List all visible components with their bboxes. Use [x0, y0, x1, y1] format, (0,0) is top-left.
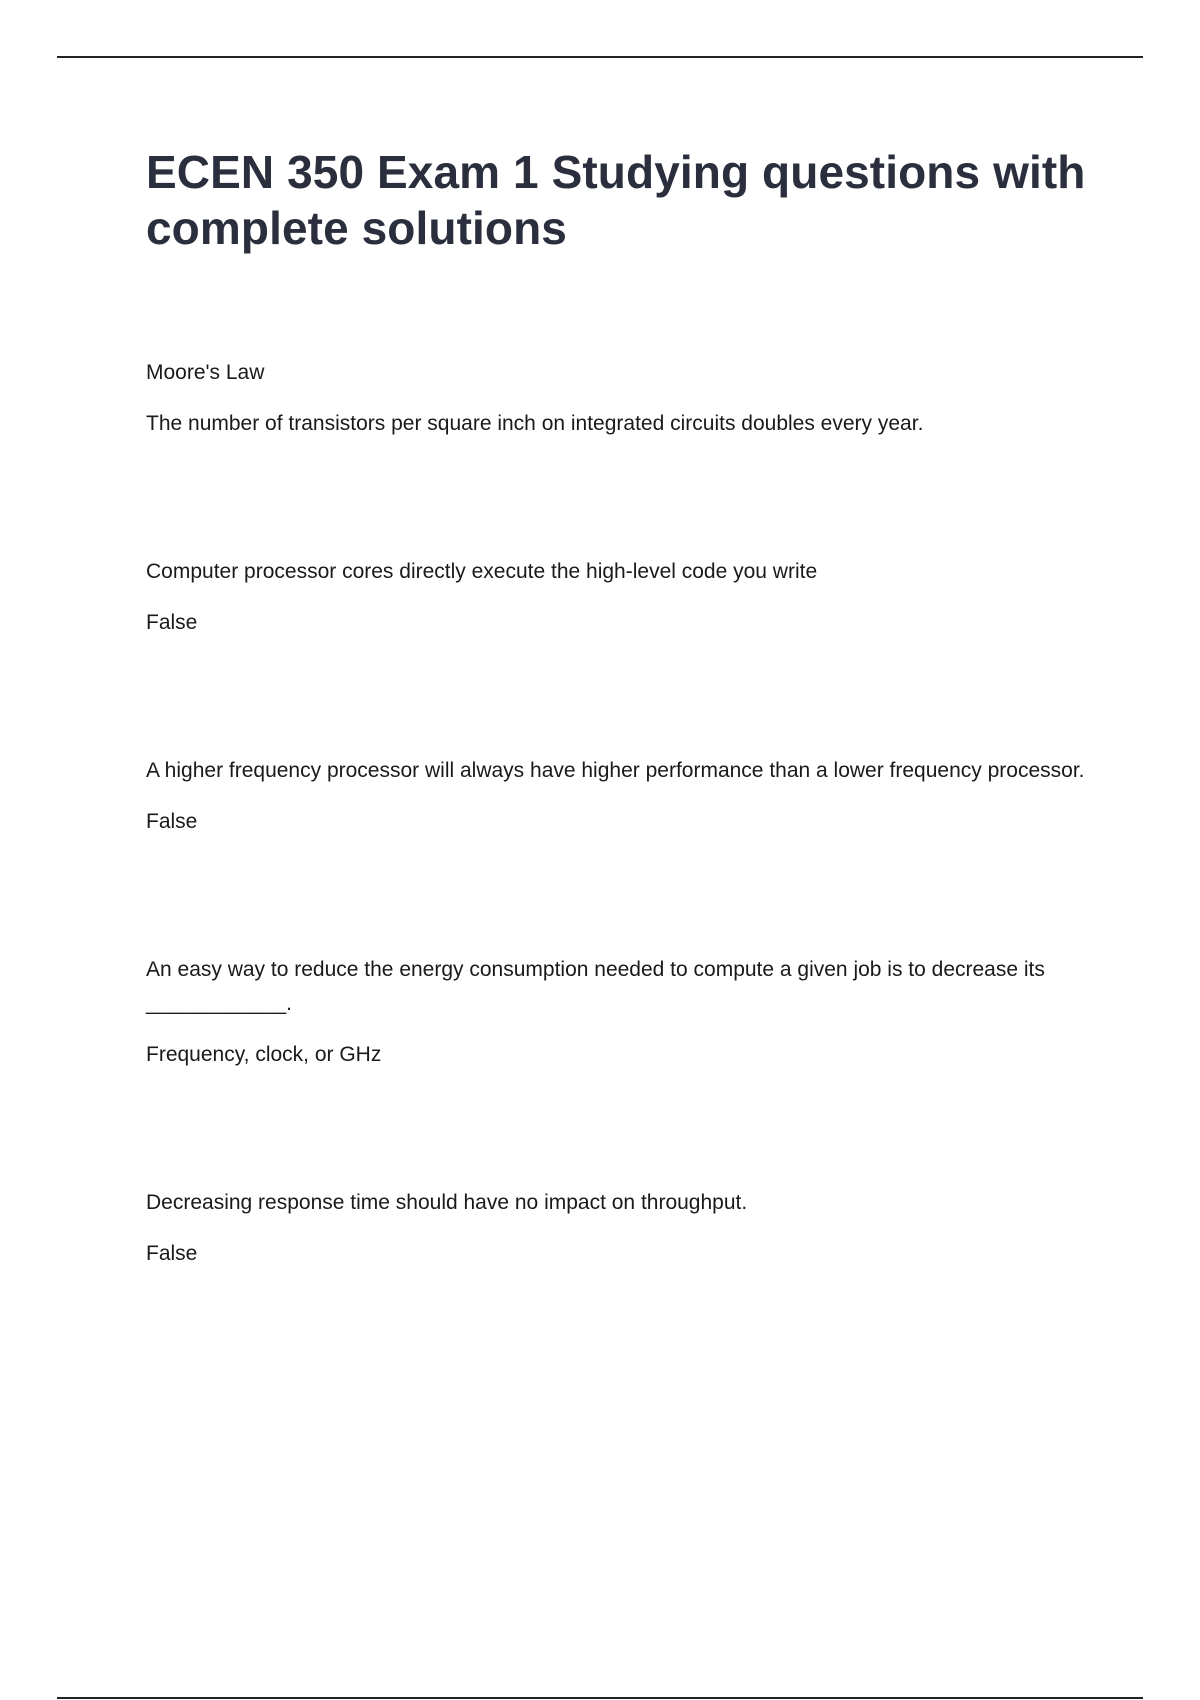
- answer-text: False: [146, 611, 198, 634]
- answer-text: The number of transistors per square inch on integrated circuits doubles every year.: [146, 412, 924, 435]
- qa-item: [146, 754, 1086, 839]
- answer-text: False: [146, 810, 198, 833]
- question-text: A higher frequency processor will always have higher performance than a lower frequency processor.: [146, 759, 1085, 782]
- document-title: ECEN 350 Exam 1 Studying questions with complete solutions: [146, 146, 1086, 254]
- question-text: Moore's Law: [146, 361, 265, 384]
- qa-item: [146, 1186, 1086, 1271]
- answer-text: Frequency, clock, or GHz: [146, 1043, 382, 1066]
- answer-text: False: [146, 1242, 198, 1265]
- bottom-divider: [57, 1697, 1143, 1699]
- qa-item: [146, 555, 1086, 640]
- qa-item: [146, 953, 1086, 1072]
- question-text: Computer processor cores directly execute the high-level code you write: [146, 560, 818, 583]
- question-text: An easy way to reduce the energy consumption needed to compute a given job is to decrease its ____________.: [146, 958, 1045, 1015]
- question-text: Decreasing response time should have no impact on throughput.: [146, 1191, 748, 1214]
- page-content: [146, 144, 1086, 1265]
- top-divider: [57, 56, 1143, 58]
- qa-item: [146, 356, 1086, 441]
- qa-list: [146, 356, 1086, 1271]
